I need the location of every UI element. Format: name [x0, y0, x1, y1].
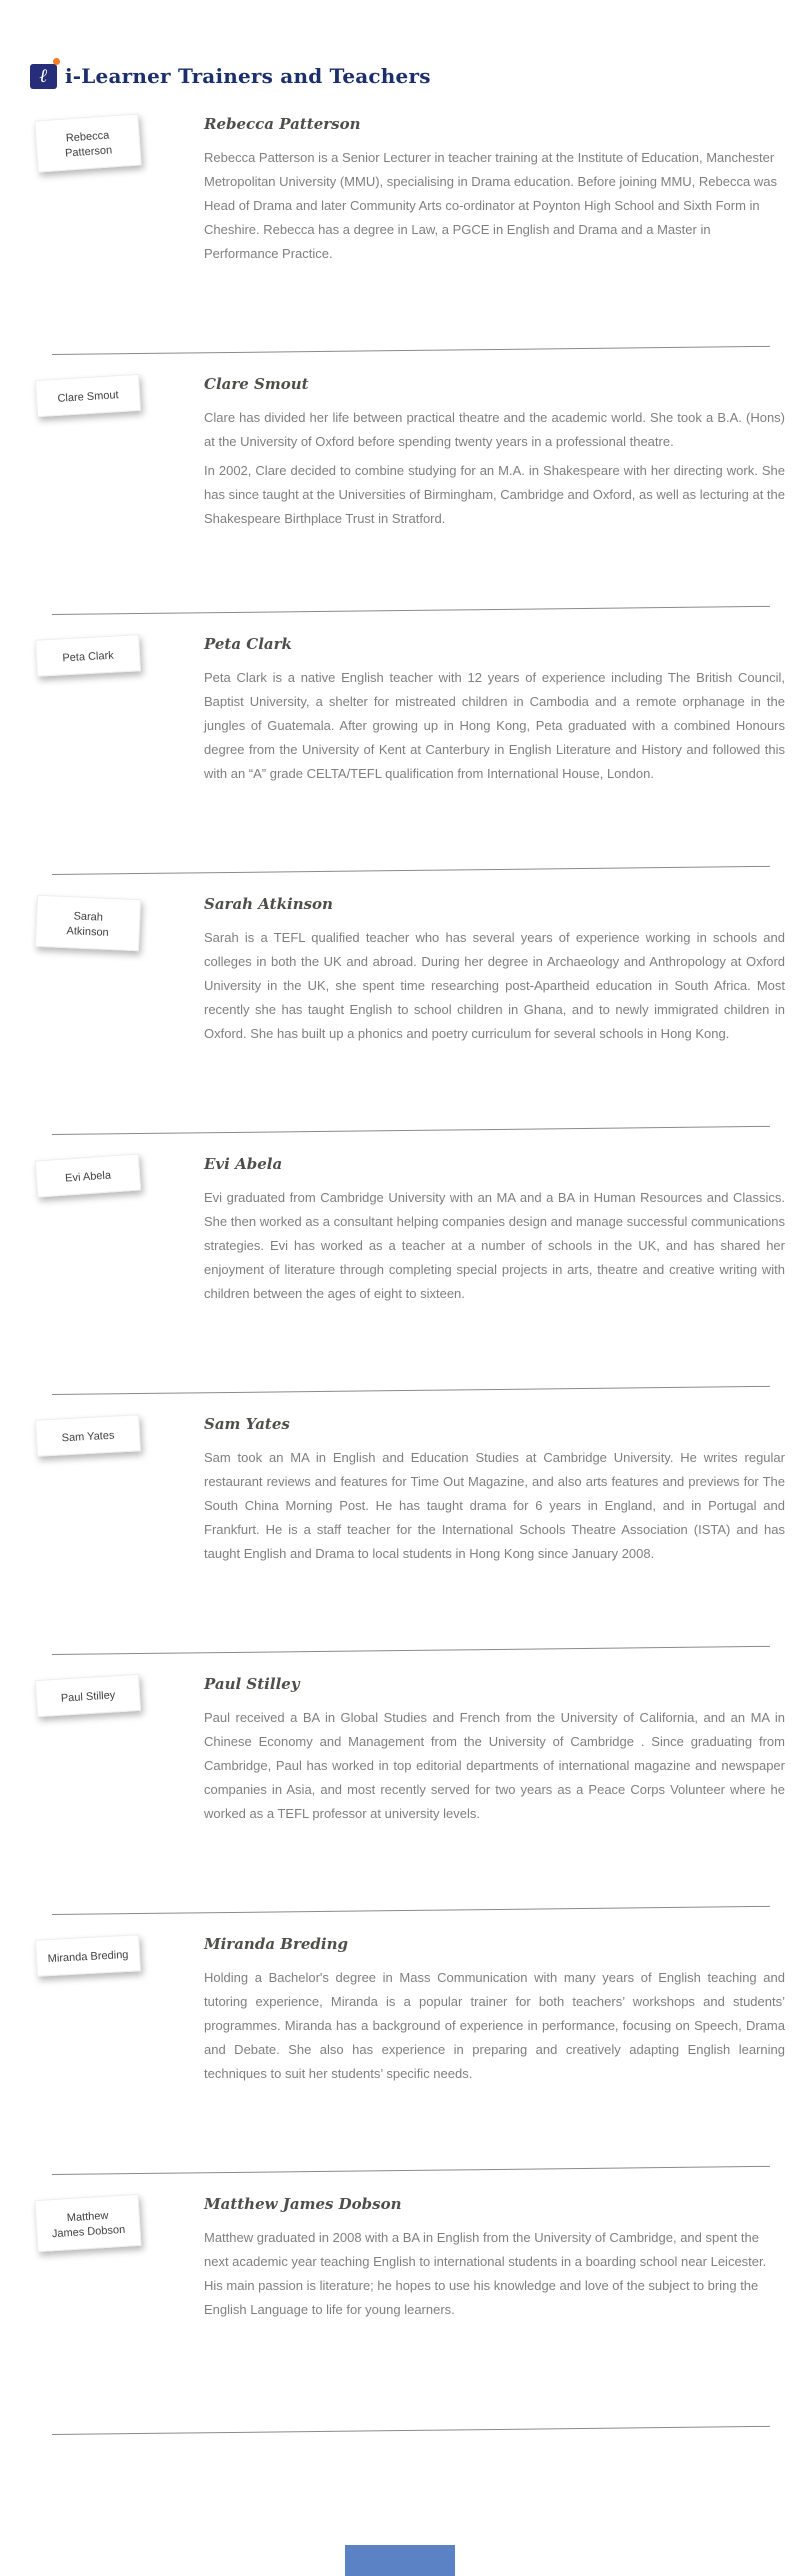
teacher-photo-polaroid — [35, 1674, 141, 1717]
page-header — [0, 0, 799, 95]
teacher-entry-clare-smout — [0, 355, 799, 614]
teacher-name: Miranda Breding — [204, 1935, 348, 1953]
photo-caption: Miranda Breding — [47, 1948, 129, 1966]
teacher-bio: In 2002, Clare decided to combine studying for an M.A. in Shakespeare with her directing work. She has since taught at the Universities of Birmingham, Cambridge and Oxford, as well as lecturing at the Shakespeare Birthplace Trust in Stratford. — [204, 463, 785, 526]
bio-column — [204, 1933, 785, 2174]
teacher-bio: Rebecca Patterson is a Senior Lecturer in teacher training at the Institute of Education, Manchester Metropolitan University (MMU), specialising in Drama education. Before joining MMU, Rebecca was Head of Drama and later Community Arts co-ordinator at Poynton High School and Sixth Form in Cheshire. Rebecca has a degree in Law, a PGCE in English and Drama and a Master in Performance Practice. — [204, 150, 777, 261]
teacher-entry-rebecca-patterson — [0, 95, 799, 354]
teacher-photo-polaroid — [35, 634, 141, 676]
teacher-bio: Sam took an MA in English and Education Studies at Cambridge University. He writes regular restaurant reviews and features for Time Out Magazine, and also arts features and previews for The South China Morning Post. He has taught drama for 6 years in England, and in Portugal and Frankfurt. He is a staff teacher for the International Schools Theatre Association (ISTA) and has taught English and Drama to local students in Hong Kong since January 2008. — [204, 1450, 785, 1561]
teacher-name: Peta Clark — [204, 635, 292, 653]
teacher-name: Sam Yates — [204, 1415, 290, 1433]
photo-column — [36, 1413, 204, 1654]
teacher-entry-sam-yates — [0, 1395, 799, 1654]
teacher-name: Paul Stilley — [204, 1675, 300, 1693]
teacher-bio: Sarah is a TEFL qualified teacher who has several years of experience working in schools and colleges in both the UK and abroad. During her degree in Archaeology and Anthropology at Oxford University in the UK, she spent time researching post-Apartheid education in South Africa. Most recently she has taught English to school children in Ghana, and to newly immigrated children in Oxford. She has built up a phonics and poetry curriculum for several schools in Hong Kong. — [204, 930, 785, 1041]
photo-column — [36, 633, 204, 874]
bio-column — [204, 1673, 785, 1914]
teacher-photo-polaroid — [34, 113, 141, 172]
photo-caption: Paul Stilley — [60, 1689, 116, 1705]
teacher-name: Matthew James Dobson — [204, 2195, 402, 2213]
bio-column — [204, 633, 785, 874]
teacher-bio: Holding a Bachelor's degree in Mass Communication with many years of English teaching and tutoring experience, Miranda is a popular trainer for both teachers’ workshops and students’ programmes. Miranda has a background of experience in performance, focusing on Speech, Drama and Debate. She also has experience in preparing and creatively adapting English learning techniques to suit her students’ specific needs. — [204, 1970, 785, 2081]
bio-column — [204, 373, 785, 614]
photo-column — [36, 1933, 204, 2174]
photo-caption: Sam Yates — [61, 1429, 115, 1445]
i-learner-logo-icon: ℓ — [30, 64, 57, 89]
photo-caption: Rebecca Patterson — [64, 129, 113, 160]
teacher-photo-polaroid — [35, 2194, 142, 2252]
teacher-entry-sarah-atkinson — [0, 875, 799, 1134]
teacher-bio: Peta Clark is a native English teacher with 12 years of experience including The British Council, Baptist University, a shelter for mistreated children in Cambodia and a remote orphanage in the jungles of Guatemala. After growing up in Hong Kong, Peta graduated with a combined Honours degree from the University of Kent at Canterbury in English Literature and History and followed this with an “A” grade CELTA/TEFL qualification from International House, London. — [204, 670, 785, 781]
bio-column — [204, 893, 785, 1134]
photo-caption: Evi Abela — [64, 1169, 112, 1185]
photo-caption: Clare Smout — [57, 389, 119, 405]
teacher-name: Evi Abela — [204, 1155, 283, 1173]
photo-column — [36, 373, 204, 614]
photo-column — [36, 2193, 204, 2434]
photo-column — [36, 1673, 204, 1914]
photo-caption: Peta Clark — [62, 649, 115, 665]
teacher-entry-matthew-james-dobson — [0, 2175, 799, 2434]
bio-column — [204, 1153, 785, 1394]
bio-column — [204, 1413, 785, 1654]
teacher-photo-polaroid — [35, 1153, 141, 1197]
teacher-entry-miranda-breding — [0, 1915, 799, 2174]
teacher-bio: Evi graduated from Cambridge University with an MA and a BA in Human Resources and Classics. She then worked as a consultant helping companies design and manage successful communications strategies. Evi has worked as a teacher at a number of schools in the UK, and has shared her enjoyment of literature through completing special projects in arts, theatre and creative writing with children between the ages of eight to sixteen. — [204, 1190, 785, 1301]
photo-caption: Matthew James Dobson — [51, 2209, 126, 2241]
photo-column — [36, 893, 204, 1134]
teacher-photo-polaroid — [35, 1414, 141, 1456]
teacher-list — [0, 95, 799, 2435]
teacher-entry-paul-stilley — [0, 1655, 799, 1914]
teacher-entry-evi-abela — [0, 1135, 799, 1394]
page-title: i-Learner Trainers and Teachers — [65, 63, 431, 88]
teacher-bio: Matthew graduated in 2008 with a BA in English from the University of Cambridge, and spent the next academic year teaching English to international students in a boarding school near Leicester. His main passion is literature; he hopes to use his knowledge and love of the subject to bring the English Language to life for young learners. — [204, 2230, 767, 2317]
teacher-bio: Clare has divided her life between practical theatre and the academic world. She took a B.A. (Hons) at the University of Oxford before spending twenty years in a professional theatre. — [204, 410, 785, 449]
bio-column — [204, 113, 785, 354]
bio-column — [204, 2193, 785, 2434]
teacher-photo-polaroid — [35, 374, 141, 417]
teacher-bio: Paul received a BA in Global Studies and French from the University of California, and an MA in Chinese Economy and Management from the University of Cambridge . Since graduating from Cambridge, Paul has worked in top editorial departments of international magazine and newspaper companies in Asia, and most recently served for two years as a Peace Corps Volunteer where he worked as a TEFL professor at university levels. — [204, 1710, 785, 1821]
teacher-name: Sarah Atkinson — [204, 895, 333, 913]
teacher-photo-polaroid — [35, 895, 141, 951]
logo-orange-dot-icon — [53, 58, 60, 65]
photo-column — [36, 1153, 204, 1394]
photo-column — [36, 113, 204, 354]
teacher-name: Rebecca Patterson — [204, 115, 361, 133]
teacher-photo-polaroid — [35, 1934, 141, 1976]
photo-caption: Sarah Atkinson — [66, 910, 109, 939]
footer-blue-block — [345, 2545, 455, 2576]
teacher-name: Clare Smout — [204, 375, 309, 393]
teacher-entry-peta-clark — [0, 615, 799, 874]
